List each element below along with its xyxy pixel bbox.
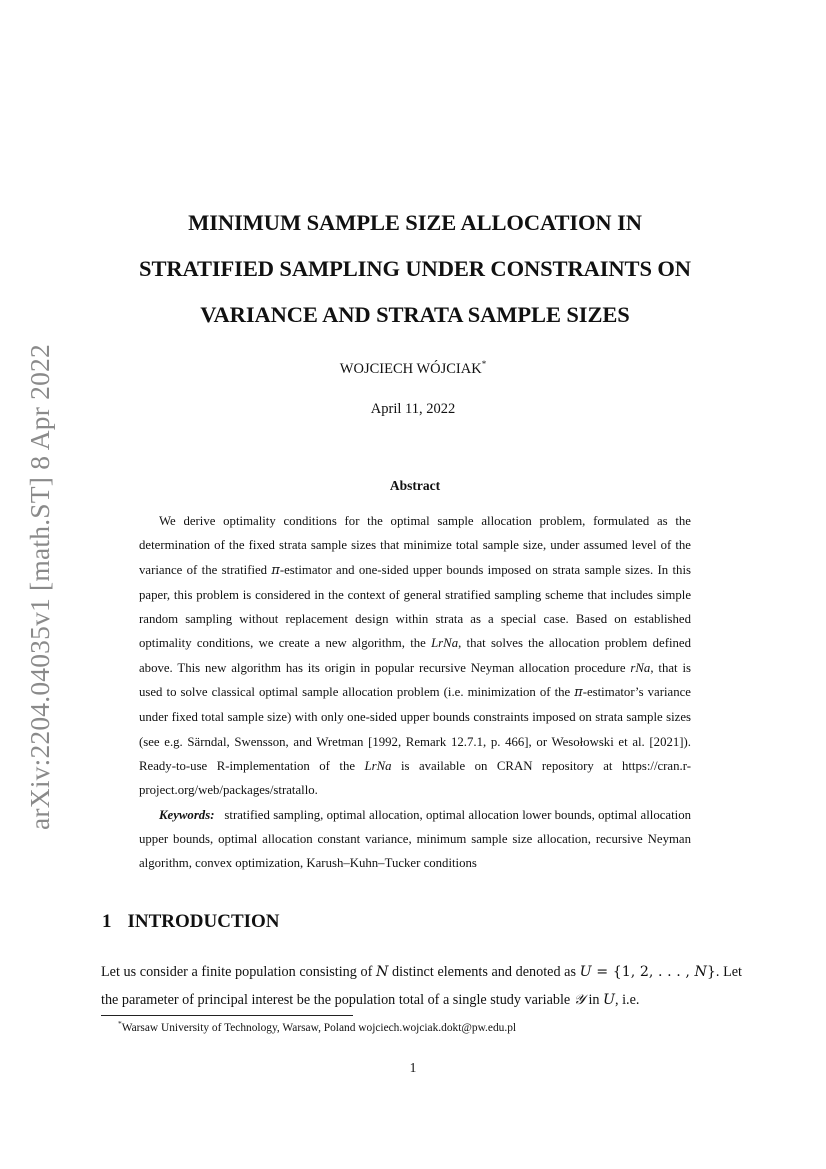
lrna-name: LrNa bbox=[364, 758, 392, 773]
abstract-paragraph: We derive optimality conditions for the optimal sample allocation problem, formulated as the determination of the fixed strata sample sizes that minimize total sample size, under assumed level of the variance of the stratified π-estimator and one-sided upper bounds imposed on strata sample sizes. In this paper, this problem is considered in the context of general stratified sampling scheme that includes simple random sampling without replacement design within strata as a special case. Based on established optimality conditions, we create a new algorithm, the LrNa, that solves the allocation problem defined above. This new algorithm has its origin in popular recursive Neyman allocation procedure rNa, that is used to solve classical optimal sample allocation problem (i.e. minimization of the π-estimator’s variance under fixed total sample size) with only one-sided upper bounds constraints imposed on strata sample sizes (see e.g. Särndal, Swensson, and Wretman [1992, Remark 12.7.1, p. 466], or Wesołowski et al. [2021]). Ready-to-use R-implementation of the LrNa is available on CRAN repository at https://cran.r-project.org/web/packages/stratallo. bbox=[139, 514, 691, 798]
arxiv-identifier: arXiv:2204.04035v1 [math.ST] 8 Apr 2022 bbox=[24, 344, 55, 830]
title-line-3: VARIANCE AND STRATA SAMPLE SIZES bbox=[200, 302, 630, 327]
paper-title bbox=[100, 200, 730, 338]
keywords-paragraph bbox=[139, 803, 691, 876]
rna-name: rNa bbox=[630, 660, 651, 675]
pi-symbol: π bbox=[271, 562, 280, 578]
abstract-heading: Abstract bbox=[389, 478, 441, 493]
abstract-body bbox=[139, 509, 691, 875]
footnote bbox=[118, 1019, 516, 1034]
lrna-name: LrNa bbox=[431, 636, 459, 651]
keywords-label: Keywords: bbox=[159, 807, 215, 822]
page-number: 1 bbox=[409, 1060, 417, 1075]
date: April 11, 2022 bbox=[370, 401, 456, 417]
introduction-paragraph: Let us consider a finite population consisting of N distinct elements and denoted as U = {1, 2, . . . , N}. Let the parameter of principal interest be the population total of a single study variable 𝒴 in U, i.e. bbox=[101, 964, 742, 1008]
title-line-1: MINIMUM SAMPLE SIZE ALLOCATION IN bbox=[188, 210, 642, 235]
pi-symbol: π bbox=[574, 685, 583, 701]
author-name: WOJCIECH WÓJCIAK bbox=[339, 360, 482, 377]
footnote-rule bbox=[101, 1015, 353, 1016]
footnote-text: Warsaw University of Technology, Warsaw, Poland wojciech.wojciak.dokt@pw.edu.pl bbox=[121, 1021, 517, 1034]
section-heading bbox=[102, 911, 280, 933]
title-line-2: STRATIFIED SAMPLING UNDER CONSTRAINTS ON bbox=[139, 256, 691, 281]
footnote-mark: * bbox=[118, 1019, 122, 1028]
author bbox=[0, 359, 826, 378]
author-footnote-mark: * bbox=[481, 359, 487, 369]
section-title: INTRODUCTION bbox=[127, 911, 280, 932]
section-number: 1 bbox=[102, 911, 112, 932]
keywords-list: stratified sampling, optimal allocation, optimal allocation lower bounds, optimal allocation upper bounds, optimal allocation constant variance, minimum sample size allocation, recursive Neyman algorithm, convex optimization, Karush–Kuhn–Tucker conditions bbox=[139, 807, 691, 871]
